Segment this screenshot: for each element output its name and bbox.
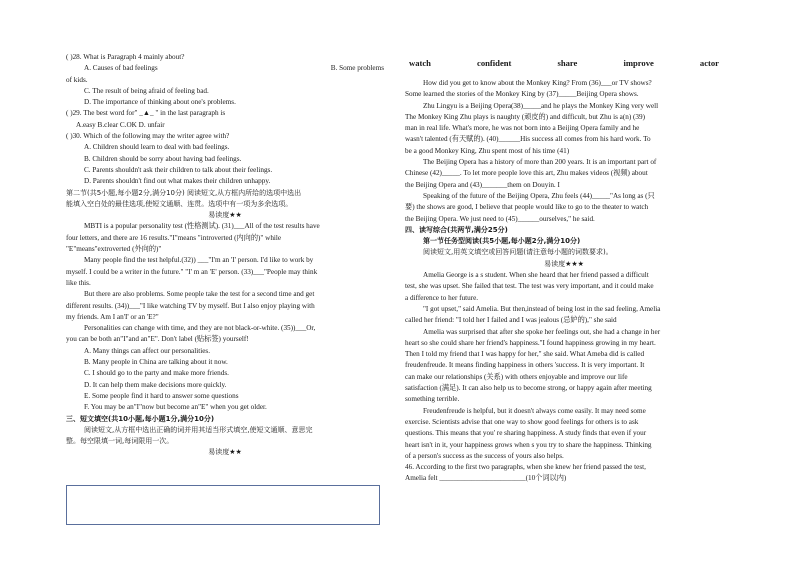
text-line [66,391,384,402]
text-line [66,267,384,278]
bank-word: watch [409,58,431,68]
text-line [405,247,723,258]
line-text: of a person's success as the success of yours also helps. [405,451,564,460]
line-text: 46. According to the first two paragraphs, when she knew her friend passed the test, [405,463,646,472]
text-line [66,301,384,312]
text-line [66,142,384,153]
line-text: wasn't talented (有天赋的). (40)______His success all comes from his hard work. To [405,135,651,144]
line-text: satisfaction (满足). It can also help us to become strong, or happy again after meeting [405,384,652,393]
text-line [66,97,384,108]
line-text: different results. (34))___"I like watching TV by myself. But I also enjoy playing with [66,301,315,310]
text-line [405,123,723,134]
bank-word: confident [477,58,512,68]
word-box-empty [66,485,380,525]
line-text: 易读度★★ [208,211,242,220]
line-text: 第一节任务型阅读(共5小题,每小题2分,满分10分) [423,237,581,246]
text-line [66,323,384,334]
text-line [66,165,384,176]
word-bank [405,58,723,72]
line-text: something terrible. [405,395,460,404]
text-line [405,349,723,360]
line-text: you can be both an"I"and an"E". Don't label (贴标签) yourself! [66,335,249,344]
text-line [66,176,384,187]
text-line [66,334,384,345]
line-text: 四、读写综合(共两节,满分25分) [405,225,508,234]
text-line [405,191,723,202]
text-line [405,451,723,462]
text-line [405,157,723,168]
text-line [405,214,723,225]
left-column [66,52,384,459]
bank-word: share [557,58,578,68]
text-line [405,394,723,405]
text-line [66,380,384,391]
line-text: Amelia was surprised that after she spoke her feelings out, she had a change in her [423,327,661,336]
text-line [66,255,384,266]
line-text: called her friend: "I told her I failed and I was jealous (忌妒的)," she said [405,316,617,325]
line-text: MBTI is a popular personality test (性格测试). (31)___All of the test results have [84,222,320,231]
line-text: heart so she could share her friend's happiness."I found happiness growing in my heart. [405,338,656,347]
text-line [405,202,723,213]
line-text: myself. I could be a writer in the future." "I' m an 'E' person. (33)___"People may think [66,267,318,276]
line-text: C. Parents shouldn't ask their children to talk about their feelings. [84,165,273,174]
line-text: 整。每空限填一词,每词限用一次。 [66,437,174,446]
line-text: can make our relationships (关系) with others enjoyable and improve our life [405,372,628,381]
text-line [405,101,723,112]
line-text: C. The result of being afraid of feeling bad. [84,86,209,95]
line-text: heart isn't in it, your happiness grows when s you try to share the happiness. Thinking [405,440,652,449]
line-text: Then I told my friend that I was happy for her," she said. What Ameba did is called [405,350,645,359]
line-text: Personalities can change with time, and they are not black-or-white. (35))___Or, [84,324,316,333]
text-line [66,108,384,119]
line-text: the Beijing Opera. We just need to (45)______ourselves," he said. [405,214,595,223]
text-line [405,134,723,145]
line-text: Speaking of the future of the Beijing Opera, Zhu feels (44)_____"As long as (只 [423,191,655,200]
line-text: A. Many things can affect our personalities. [84,346,211,355]
text-line [66,63,384,74]
text-line [66,199,384,210]
line-text: ( )30. Which of the following may the writer agree with? [66,132,230,141]
line-text: B. Children should be sorry about having bad feelings. [84,154,242,163]
line-text: Zhu Lingyu is a Beijing Opera(38)_____and he plays the Monkey King very well [423,101,659,110]
line-text: Amelia George is a s student. When she heard that her friend passed a difficult [423,271,649,280]
line-text: a difference to her future. [405,293,479,302]
text-line [405,473,723,484]
line-text: 三、短文填空(共10小题,每小题1分,满分10分) [66,414,215,423]
text-line [66,188,384,199]
text-line [405,360,723,371]
text-line [66,278,384,289]
line-text: How did you get to know about the Monkey King? From (36)___or TV shows? [423,79,652,87]
text-line [66,120,384,131]
text-line [66,131,384,142]
line-text: F. You may be an"I"now but become an"E" when you get older. [84,403,267,412]
text-line [66,221,384,232]
line-text: freudenfreude. It means finding happiness in others 'success. It is very important. It [405,361,645,370]
line-text: questions. This means that you' re sharing happiness. A study finds that even if your [405,429,647,438]
text-line [405,293,723,304]
text-line [405,462,723,473]
line-text: like this. [66,278,91,287]
line-text: A. Children should learn to deal with bad feelings. [84,143,230,152]
text-line [405,259,723,270]
text-line [405,304,723,315]
line-text: 能填入空白处的最佳选项,使短文通顺、连贯。选项中有一项为多余选项。 [66,199,293,208]
text-line [405,270,723,281]
text-line [405,225,723,236]
text-line [405,440,723,451]
line-text: 易读度★★ [208,448,242,457]
text-line [405,406,723,417]
text-line [405,168,723,179]
line-text-right: B. Some problems [330,64,384,73]
line-text: the Beijing Opera and (43)_______them on Douyin. I [405,180,560,189]
text-line [405,78,723,89]
line-text: B. Many people in China are talking about it now. [84,358,228,367]
line-text: 第二节(共5小题,每小题2分,满分10分) 阅读短文,从方框内所给的选项中选出 [66,188,302,197]
text-line [66,75,384,86]
line-text: C. I should go to the party and make more friends. [84,369,229,378]
text-line [405,372,723,383]
text-line [66,52,384,63]
text-line [405,112,723,123]
line-text: The Beijing Opera has a history of more than 200 years. It is an important part of [423,158,657,167]
text-line [66,447,384,458]
line-text: D. The importance of thinking about one's problems. [84,98,236,107]
text-line [66,289,384,300]
line-text: The Monkey King Zhu plays is naughty (顽皮的) and difficult, but Zhu is a(n) (39) [405,112,646,121]
line-text: A.easy B.clear C.OK D. unfair [76,120,165,129]
right-column [405,78,723,485]
line-text: exercise. Scientists advise that one way to show good feelings for others is to ask [405,417,639,426]
bank-word: improve [623,58,654,68]
text-line [66,210,384,221]
text-line [66,154,384,165]
line-text: Freudenfreude is helpful, but it doesn't always come easily. It may need some [423,406,646,415]
line-text: E. Some people find it hard to answer some questions [84,391,239,400]
text-line [66,233,384,244]
line-text: ( )28. What is Paragraph 4 mainly about? [66,53,185,61]
line-text: 阅读短文,用英文填空或回答问题(请注意每小题的词数要求)。 [423,248,613,257]
line-text: Amelia felt ________________________(10个词以内) [405,474,567,483]
bank-word: actor [699,58,719,68]
line-text: "E"means"extroverted (外向的)" [66,245,162,254]
text-line [66,312,384,323]
text-line [66,402,384,413]
text-line [405,338,723,349]
line-text: Many people find the test helpful.(32)) ___"I'm an 'I' person. I'd like to work by [84,256,314,265]
line-text: 要) the shows are good, I believe that people would like to go to the theater to watch [405,203,649,212]
line-text: ( )29. The best word for" _▲_ " in the last paragraph is [66,109,226,118]
text-line [66,86,384,97]
text-line [405,281,723,292]
line-text: test, she was upset. She failed that test. The test was very important, and it could make [405,282,654,291]
text-line [405,146,723,157]
line-text: D. It can help them make decisions more quickly. [84,380,227,389]
line-text: "I got upset," said Amelia. But then,instead of being lost in the sad feeling, Amelia [423,304,661,313]
text-line [66,368,384,379]
text-line [66,414,384,425]
line-text: Chinese (42)_____. To let more people love this art, Zhu makes videos (视频) about [405,169,648,178]
line-text: 阅读短文,从方框中选出正确的词并用其适当形式填空,使短文通顺、意思完 [84,425,313,434]
line-text: Some learned the stories of the Monkey King by (37)_____Beijing Opera shows. [405,90,639,99]
text-line [405,180,723,191]
text-line [405,89,723,100]
line-text: of kids. [66,75,88,84]
text-line [405,315,723,326]
line-text: my friends. Am I an'I' or an 'E?" [66,312,159,321]
text-line [405,327,723,338]
text-line [66,425,384,436]
text-line [66,436,384,447]
text-line [66,346,384,357]
line-text: D. Parents shouldn't find out what makes their children unhappy. [84,177,271,186]
line-text: A. Causes of bad feelings [84,64,158,73]
text-line [405,428,723,439]
line-text: be a good Monkey King, Zhu spent most of his time (41) [405,146,570,155]
text-line [405,417,723,428]
text-line [405,236,723,247]
text-line [405,383,723,394]
text-line [66,357,384,368]
line-text: But there are also problems. Some people take the test for a second time and get [84,290,315,299]
line-text: four letters, and there are 16 results."I"means "introverted (内向的)" while [66,233,282,242]
text-line [66,244,384,255]
line-text: 易读度★★★ [544,259,584,268]
line-text: man in real life. What's more, he was not born into a Beijing Opera family and he [405,124,640,133]
